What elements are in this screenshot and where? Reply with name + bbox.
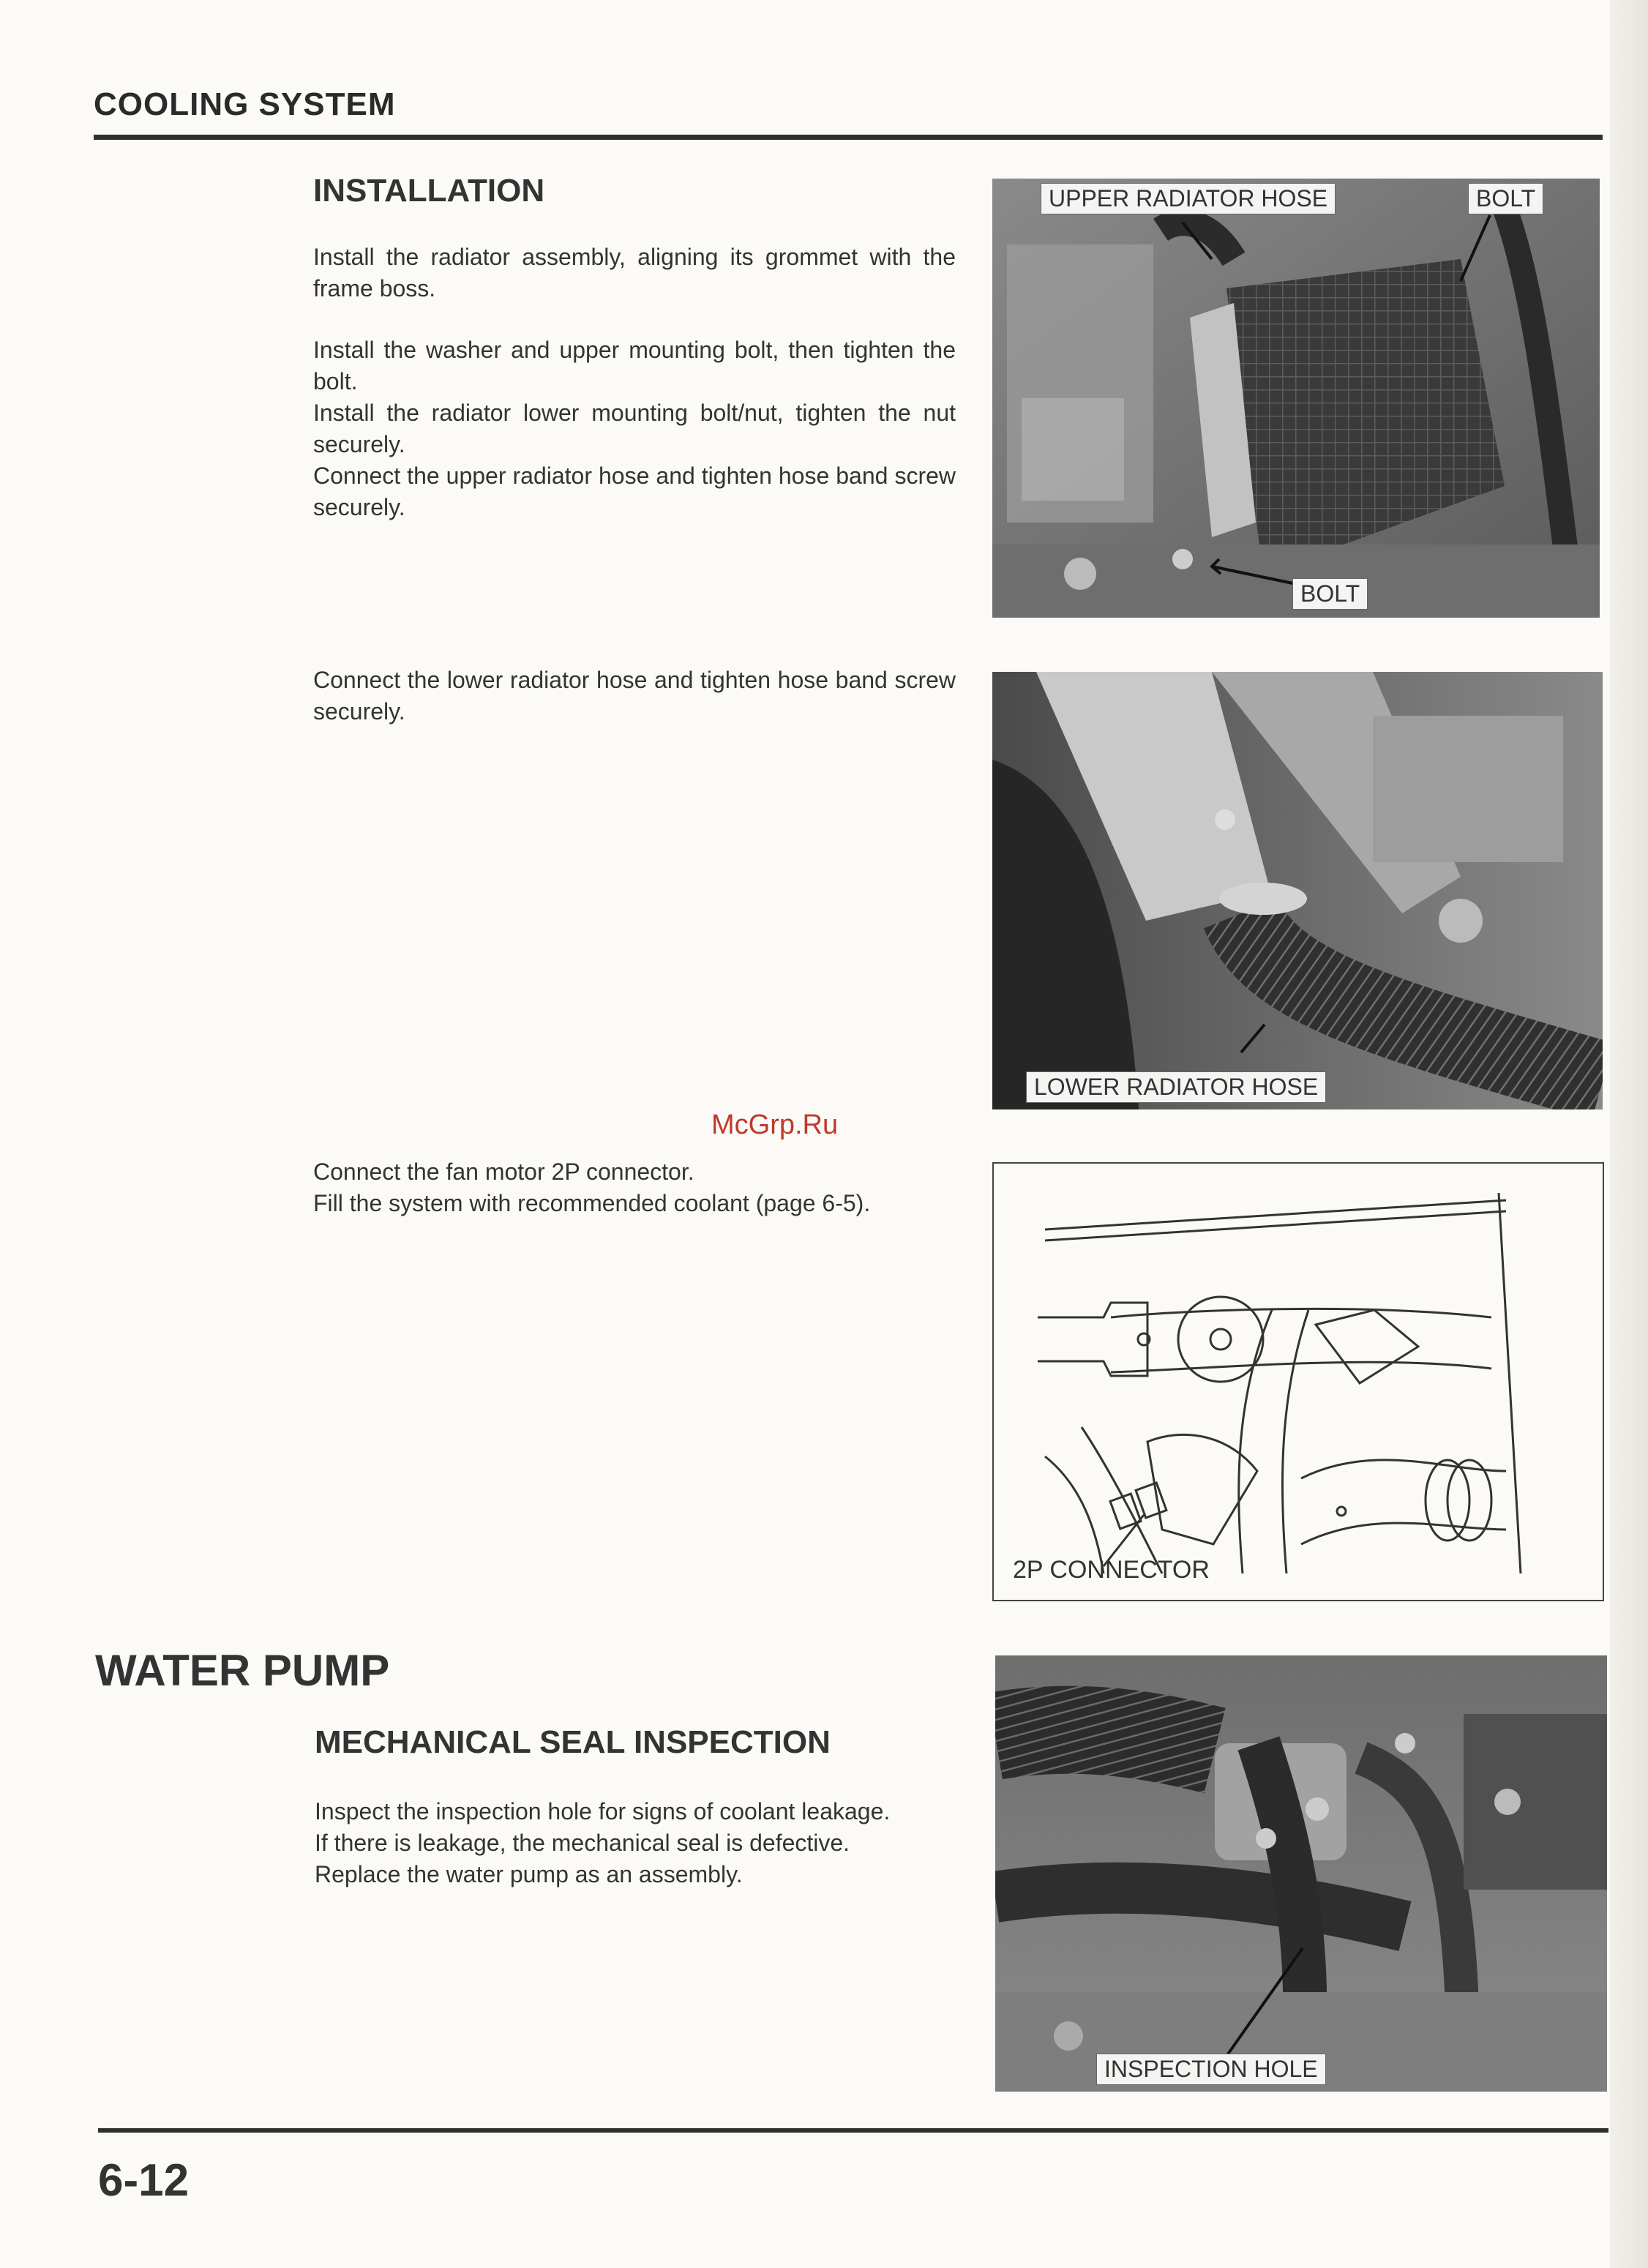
label-bolt-bottom: BOLT — [1292, 578, 1368, 610]
lower-hose-photo-illustration — [992, 672, 1603, 1109]
paragraph-line: Install the radiator lower mounting bolt/nut, tighten the nut securely. — [313, 400, 956, 457]
water-pump-photo-illustration — [995, 1655, 1607, 2092]
page-spine-shadow — [1610, 0, 1648, 2268]
section-title: COOLING SYSTEM — [94, 86, 396, 122]
water-pump-heading: WATER PUMP — [95, 1646, 390, 1695]
label-upper-radiator-hose: UPPER RADIATOR HOSE — [1041, 183, 1336, 214]
mechanical-seal-heading: MECHANICAL SEAL INSPECTION — [315, 1724, 831, 1760]
installation-text-3 — [313, 665, 956, 727]
header-rule — [94, 135, 1603, 140]
figure-radiator-upper — [992, 179, 1600, 618]
paragraph-line: Inspect the inspection hole for signs of coolant leakage. — [315, 1798, 891, 1824]
label-lower-radiator-hose: LOWER RADIATOR HOSE — [1026, 1071, 1326, 1103]
figure-water-pump — [995, 1655, 1607, 2092]
installation-text-2 — [313, 334, 956, 523]
installation-text-1 — [313, 242, 956, 304]
page-number: 6-12 — [98, 2155, 190, 2206]
paragraph-line: Fill the system with recommended coolant (page 6-5). — [313, 1190, 871, 1216]
paragraph-line: If there is leakage, the mechanical seal is defective. — [315, 1830, 850, 1856]
figure-radiator-lower — [992, 672, 1603, 1109]
footer-rule — [98, 2128, 1608, 2133]
paragraph-line: Connect the upper radiator hose and tighten hose band screw securely. — [313, 463, 956, 520]
installation-text-4 — [313, 1156, 956, 1219]
connector-line-drawing — [994, 1164, 1603, 1600]
label-inspection-hole: INSPECTION HOLE — [1096, 2054, 1326, 2085]
paragraph-line: Connect the lower radiator hose and tighten hose band screw securely. — [313, 667, 956, 725]
paragraph-line: Replace the water pump as an assembly. — [315, 1861, 743, 1887]
paragraph-line: Connect the fan motor 2P connector. — [313, 1159, 694, 1185]
label-bolt-top: BOLT — [1468, 183, 1543, 214]
radiator-photo-illustration — [992, 179, 1600, 618]
paragraph-line: Install the washer and upper mounting bolt, then tighten the bolt. — [313, 337, 956, 394]
figure-2p-connector — [992, 1162, 1604, 1601]
installation-heading: INSTALLATION — [313, 173, 545, 209]
watermark-text: McGrp.Ru — [711, 1109, 839, 1140]
paragraph-line: Install the radiator assembly, aligning its grommet with the frame boss. — [313, 244, 956, 302]
label-2p-connector: 2P CONNECTOR — [1013, 1556, 1210, 1584]
water-pump-text — [315, 1796, 915, 1890]
